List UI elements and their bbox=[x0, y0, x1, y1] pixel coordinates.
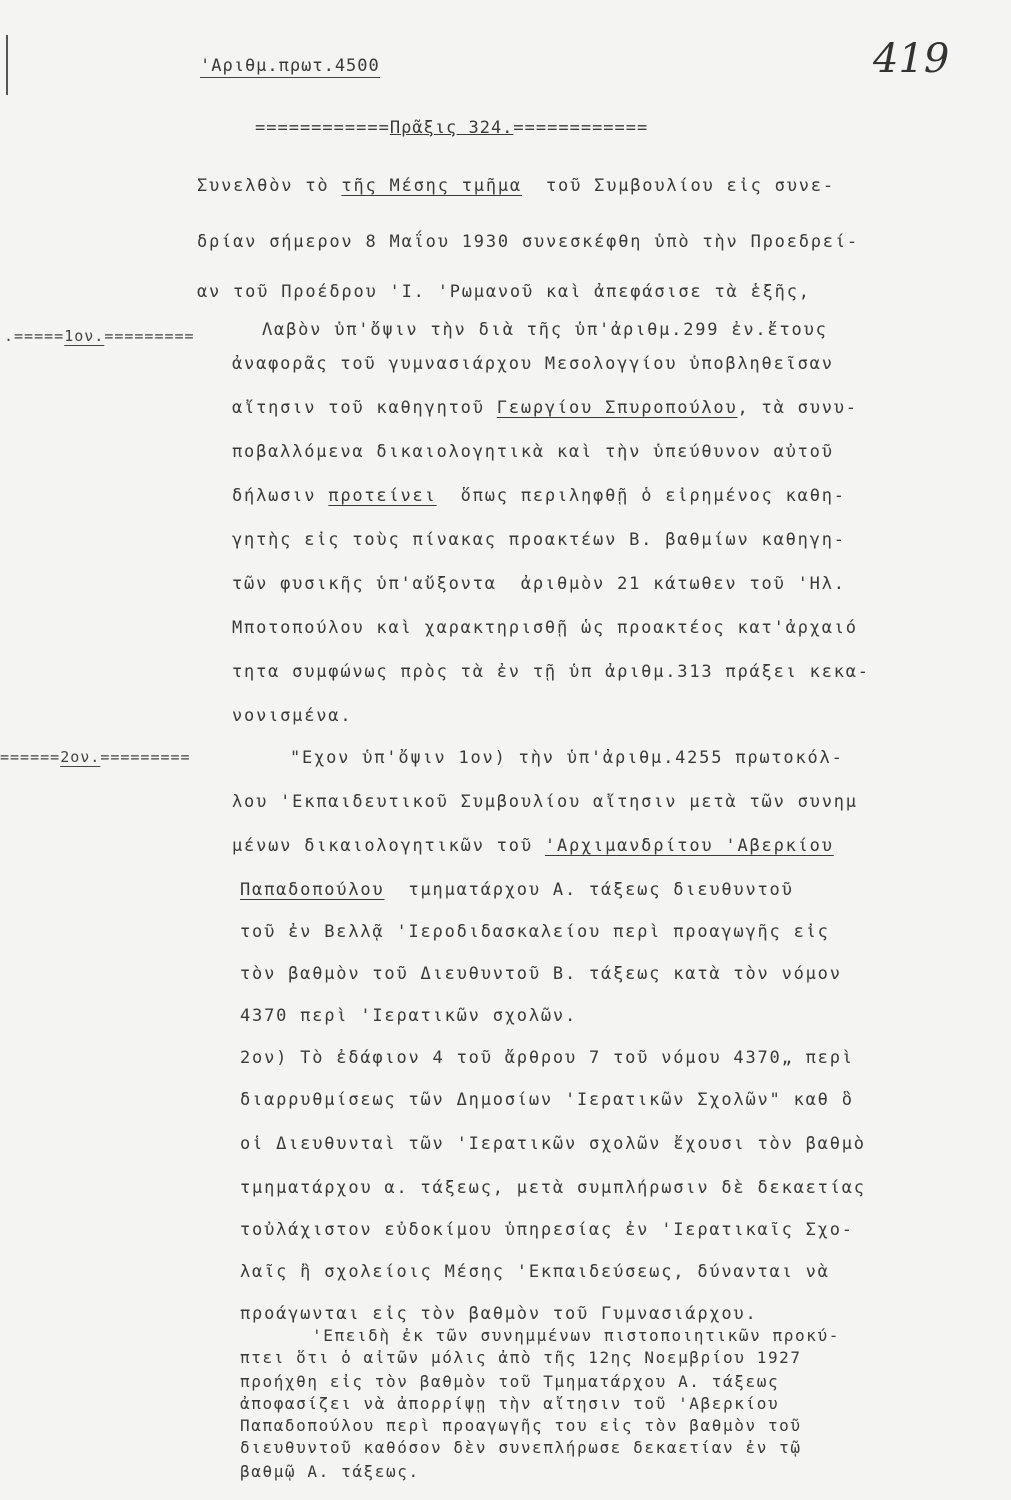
underlined-text: Γεωργίου Σπυροπούλου bbox=[496, 398, 738, 418]
line-text: Μποτοπούλου καὶ χαρακτηρισθῇ ὡς προακτέος κατ'ἀρχαιό bbox=[232, 618, 858, 638]
line-text: ὅπως περιληφθῇ ὁ εἰρημένος καθη- bbox=[436, 486, 846, 506]
text-line bbox=[240, 1090, 854, 1110]
act-title-row bbox=[255, 118, 648, 138]
margin-item-label: 1ον. bbox=[64, 327, 105, 345]
text-line bbox=[240, 1006, 577, 1026]
text-line bbox=[232, 662, 870, 682]
decision-line: προήχθη εἰς τὸν βαθμὸν τοῦ Τμηματάρχου Α. τάξεως bbox=[240, 1372, 780, 1391]
text-line bbox=[232, 706, 352, 726]
decision-line: πτει ὅτι ὁ αἰτῶν μόλις ἀπὸ τῆς 12ης Νοεμβρίου 1927 bbox=[240, 1348, 802, 1367]
decision-line: βαθμῷ Α. τάξεως. bbox=[240, 1462, 420, 1481]
underlined-text: προτείνει bbox=[328, 486, 437, 506]
line-text: αἴτησιν τοῦ καθηγητοῦ bbox=[232, 398, 497, 418]
line-text: λαῖς ἢ σχολείοις Μέσης 'Εκπαιδεύσεως, δύνανται νὰ bbox=[240, 1262, 830, 1282]
underlined-text: 'Αρχιμανδρίτου 'Αβερκίου bbox=[544, 836, 834, 856]
line-text: νονισμένα. bbox=[232, 706, 353, 726]
line-text: αν τοῦ Προέδρου 'Ι. 'Ρωμανοῦ καὶ ἀπεφάσισε τὰ ἑξῆς, bbox=[197, 282, 811, 302]
line-text: 2ον) Τὸ ἐδάφιον 4 τοῦ ἄρθρου 7 τοῦ νόμου 4370„ περὶ bbox=[240, 1048, 854, 1068]
decision-line: 'Επειδὴ ἐκ τῶν συνημμένων πιστοποιητικῶν προκύ- bbox=[312, 1326, 840, 1345]
line-text: 4370 περὶ 'Ιερατικῶν σχολῶν. bbox=[240, 1006, 577, 1026]
margin-rule: .===== bbox=[4, 327, 65, 345]
text-line bbox=[240, 1304, 758, 1324]
line-text: Συνελθὸν τὸ bbox=[197, 176, 342, 196]
line-text: , τὰ συνυ- bbox=[737, 398, 858, 418]
handwritten-page-number: 419 bbox=[873, 36, 950, 82]
text-line bbox=[240, 1178, 866, 1198]
text-line bbox=[240, 964, 842, 984]
margin-rule: ====== bbox=[0, 748, 61, 766]
line-text: ποβαλλόμενα δικαιολογητικὰ καὶ τὴν ὑπεύθυνον αὐτοῦ bbox=[232, 442, 834, 462]
text-line bbox=[240, 1262, 830, 1282]
margin-rule: ========= bbox=[100, 748, 191, 766]
text-line bbox=[240, 1048, 854, 1068]
text-line bbox=[240, 922, 830, 942]
text-line bbox=[232, 574, 846, 594]
page-edge-mark bbox=[6, 35, 8, 95]
text-line bbox=[232, 836, 834, 856]
text-line bbox=[240, 880, 794, 900]
line-text: "Εχον ὑπ'ὄψιν 1ον) τὴν ὑπ'ἀριθμ.4255 πρωτοκόλ- bbox=[290, 748, 844, 768]
line-text: οἱ Διευθυνταὶ τῶν 'Ιερατικῶν σχολῶν ἔχουσι τὸν βαθμὸ bbox=[240, 1134, 866, 1154]
protocol-number: 'Αριθμ.πρωτ.4500 bbox=[200, 56, 380, 76]
underlined-text: Παπαδοπούλου bbox=[240, 880, 385, 900]
line-text: γητὴς εἰς τοὺς πίνακας προακτέων Β. βαθμίων καθηγη- bbox=[232, 530, 846, 550]
text-line bbox=[232, 398, 858, 418]
decision-line: ἀποφασίζει νὰ ἀπορρίψῃ τὴν αἴτησιν τοῦ 'Αβερκίου bbox=[240, 1394, 780, 1413]
line-text: μένων δικαιολογητικῶν τοῦ bbox=[232, 836, 545, 856]
line-text: δήλωσιν bbox=[232, 486, 329, 506]
text-line bbox=[197, 282, 811, 302]
line-text: τὸν βαθμὸν τοῦ Διευθυντοῦ Β. τάξεως κατὰ τὸν νόμον bbox=[240, 964, 842, 984]
line-text: τμηματάρχου Α. τάξεως διευθυντοῦ bbox=[384, 880, 794, 900]
margin-item-label: 2ον. bbox=[60, 748, 101, 766]
line-text: προάγωνται εἰς τὸν βαθμὸν τοῦ Γυμνασιάρχου. bbox=[240, 1304, 758, 1324]
title-rule-left: ============ bbox=[255, 118, 390, 138]
text-line bbox=[262, 320, 828, 340]
text-line bbox=[197, 232, 859, 252]
line-text: τοῦ ἐν Βελλᾷ 'Ιεροδιδασκαλείου περὶ προαγωγῆς εἰς bbox=[240, 922, 830, 942]
text-line bbox=[232, 486, 846, 506]
margin-rule: ========= bbox=[104, 327, 195, 345]
act-title: Πρᾶξις 324. bbox=[389, 118, 514, 138]
line-text: τῶν φυσικῆς ὑπ'αὔξοντα ἀριθμὸν 21 κάτωθεν τοῦ 'Ηλ. bbox=[232, 574, 846, 594]
underlined-text: τῆς Μέσης τμῆμα bbox=[341, 176, 522, 196]
line-text: τοὐλάχιστον εὐδοκίμου ὑπηρεσίας ἐν 'Ιερατικαῖς Σχο- bbox=[240, 1220, 854, 1240]
text-line bbox=[232, 442, 834, 462]
line-text: τητα συμφώνως πρὸς τὰ ἐν τῇ ὑπ ἀριθμ.313 πράξει κεκα- bbox=[232, 662, 870, 682]
line-text: ἀναφορᾶς τοῦ γυμνασιάρχου Μεσολογγίου ὑποβληθεῖσαν bbox=[232, 354, 834, 374]
line-text: τμηματάρχου α. τάξεως, μετὰ συμπλήρωσιν δὲ δεκαετίας bbox=[240, 1178, 866, 1198]
text-line bbox=[197, 176, 835, 196]
text-line bbox=[232, 618, 858, 638]
line-text: διαρρυθμίσεως τῶν Δημοσίων 'Ιερατικῶν Σχολῶν" καθ ὃ bbox=[240, 1090, 854, 1110]
line-text: τοῦ Συμβουλίου εἰς συνε- bbox=[521, 176, 835, 196]
title-rule-right: ============ bbox=[513, 118, 649, 138]
margin-item-2 bbox=[0, 748, 191, 766]
line-text: δρίαν σήμερον 8 Μαΐου 1930 συνεσκέφθη ὑπὸ τὴν Προεδρεί- bbox=[197, 232, 859, 252]
text-line bbox=[232, 530, 846, 550]
line-text: λου 'Εκπαιδευτικοῦ Συμβουλίου αἴτησιν μετὰ τῶν συνημ bbox=[232, 792, 858, 812]
text-line bbox=[240, 1220, 854, 1240]
margin-item-1 bbox=[4, 327, 195, 345]
text-line bbox=[232, 354, 834, 374]
decision-line: Παπαδοπούλου περὶ προαγωγῆς του εἰς τὸν βαθμὸν τοῦ bbox=[240, 1416, 802, 1435]
text-line bbox=[290, 748, 844, 768]
line-text: Λαβὸν ὑπ'ὄψιν τὴν διὰ τῆς ὑπ'ἀριθμ.299 ἐν.ἔτους bbox=[262, 320, 828, 340]
decision-line: διευθυντοῦ καθόσον δὲν συνεπλήρωσε δεκαετίαν ἐν τῷ bbox=[240, 1438, 802, 1457]
text-line bbox=[232, 792, 858, 812]
text-line bbox=[240, 1134, 866, 1154]
